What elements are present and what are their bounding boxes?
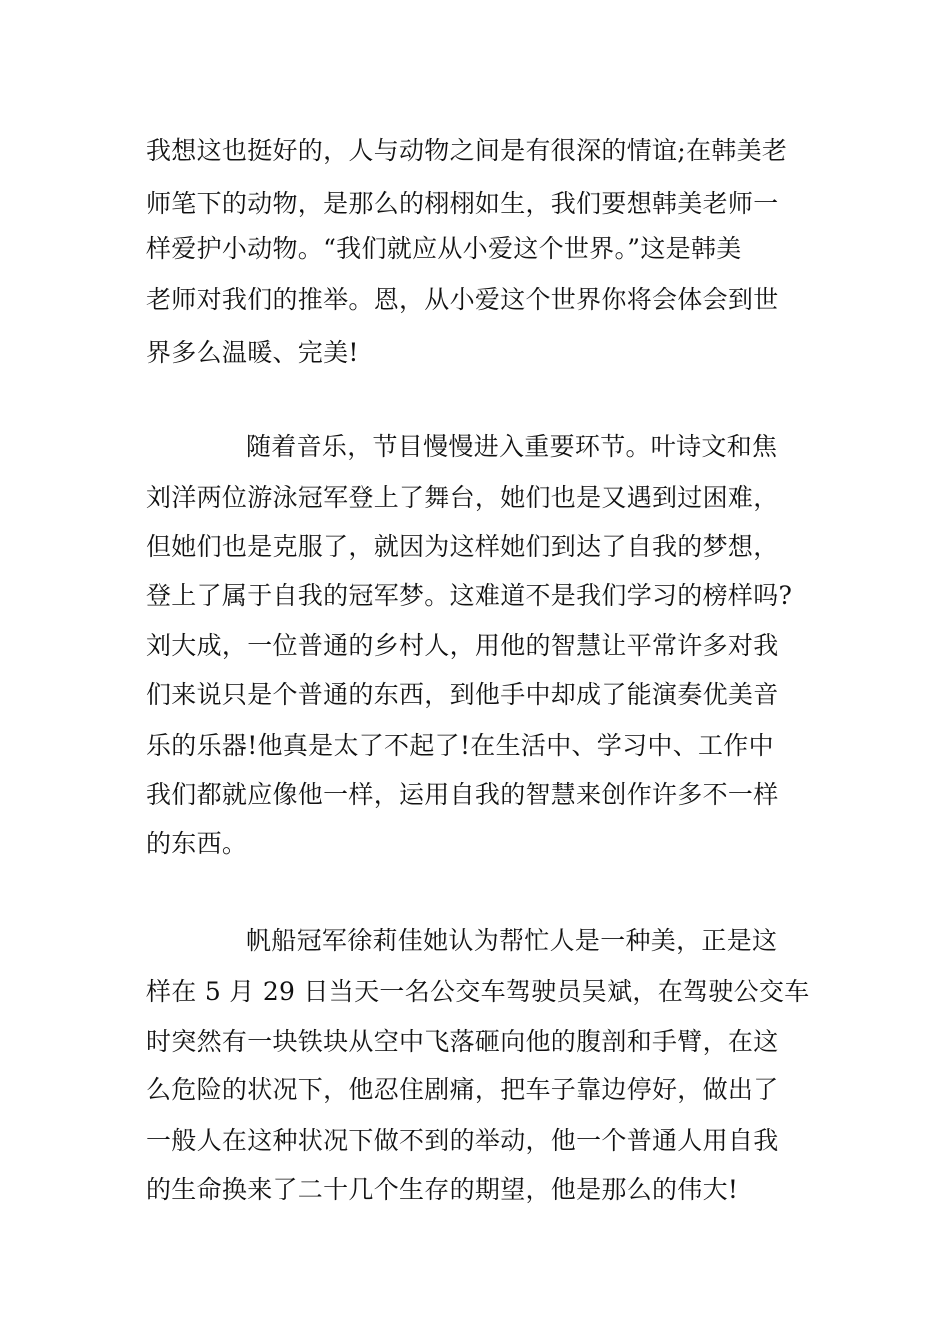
paragraph-3-line-3: 时突然有一块铁块从空中飞落砸向他的腹剖和手臂，在这: [146, 1027, 779, 1056]
paragraph-3-line-2: 样在 5 月 29 日当天一名公交车驾驶员吴斌，在驾驶公交车: [146, 977, 810, 1006]
paragraph-2-line-7: 乐的乐器!他真是太了不起了!在生活中、学习中、工作中: [146, 731, 774, 760]
paragraph-3-line-4: 么危险的状况下，他忍住剧痛，把车子靠边停好，做出了: [146, 1075, 779, 1104]
paragraph-1-line-1: 我想这也挺好的，人与动物之间是有很深的情谊;在韩美老: [146, 136, 788, 165]
paragraph-2-line-1: 随着音乐，节目慢慢进入重要环节。叶诗文和焦: [246, 432, 778, 461]
paragraph-3-line-6: 的生命换来了二十几个生存的期望，他是那么的伟大!: [146, 1175, 739, 1204]
paragraph-1-line-3: 样爱护小动物。“我们就应从小爱这个世界。”这是韩美: [146, 234, 742, 263]
paragraph-1-line-5: 界多么温暖、完美!: [146, 338, 359, 367]
paragraph-2-line-4: 登上了属于自我的冠军梦。这难道不是我们学习的榜样吗?: [146, 581, 793, 610]
paragraph-1-line-2: 师笔下的动物，是那么的栩栩如生，我们要想韩美老师一: [146, 189, 779, 218]
paragraph-3-line-1: 帆船冠军徐莉佳她认为帮忙人是一种美，正是这: [246, 926, 778, 955]
paragraph-2-line-8: 我们都就应像他一样，运用自我的智慧来创作许多不一样: [146, 780, 779, 809]
paragraph-1-line-4: 老师对我们的推举。恩，从小爱这个世界你将会体会到世: [146, 285, 779, 314]
paragraph-2-line-2: 刘洋两位游泳冠军登上了舞台，她们也是又遇到过困难，: [146, 483, 779, 512]
paragraph-3-line-5: 一般人在这种状况下做不到的举动，他一个普通人用自我: [146, 1126, 779, 1155]
paragraph-2-line-5: 刘大成，一位普通的乡村人，用他的智慧让平常许多对我: [146, 631, 779, 660]
paragraph-2-line-6: 们来说只是个普通的东西，到他手中却成了能演奏优美音: [146, 680, 779, 709]
paragraph-2-line-3: 但她们也是克服了，就因为这样她们到达了自我的梦想，: [146, 532, 779, 561]
paragraph-2-line-9: 的东西。: [146, 829, 248, 858]
